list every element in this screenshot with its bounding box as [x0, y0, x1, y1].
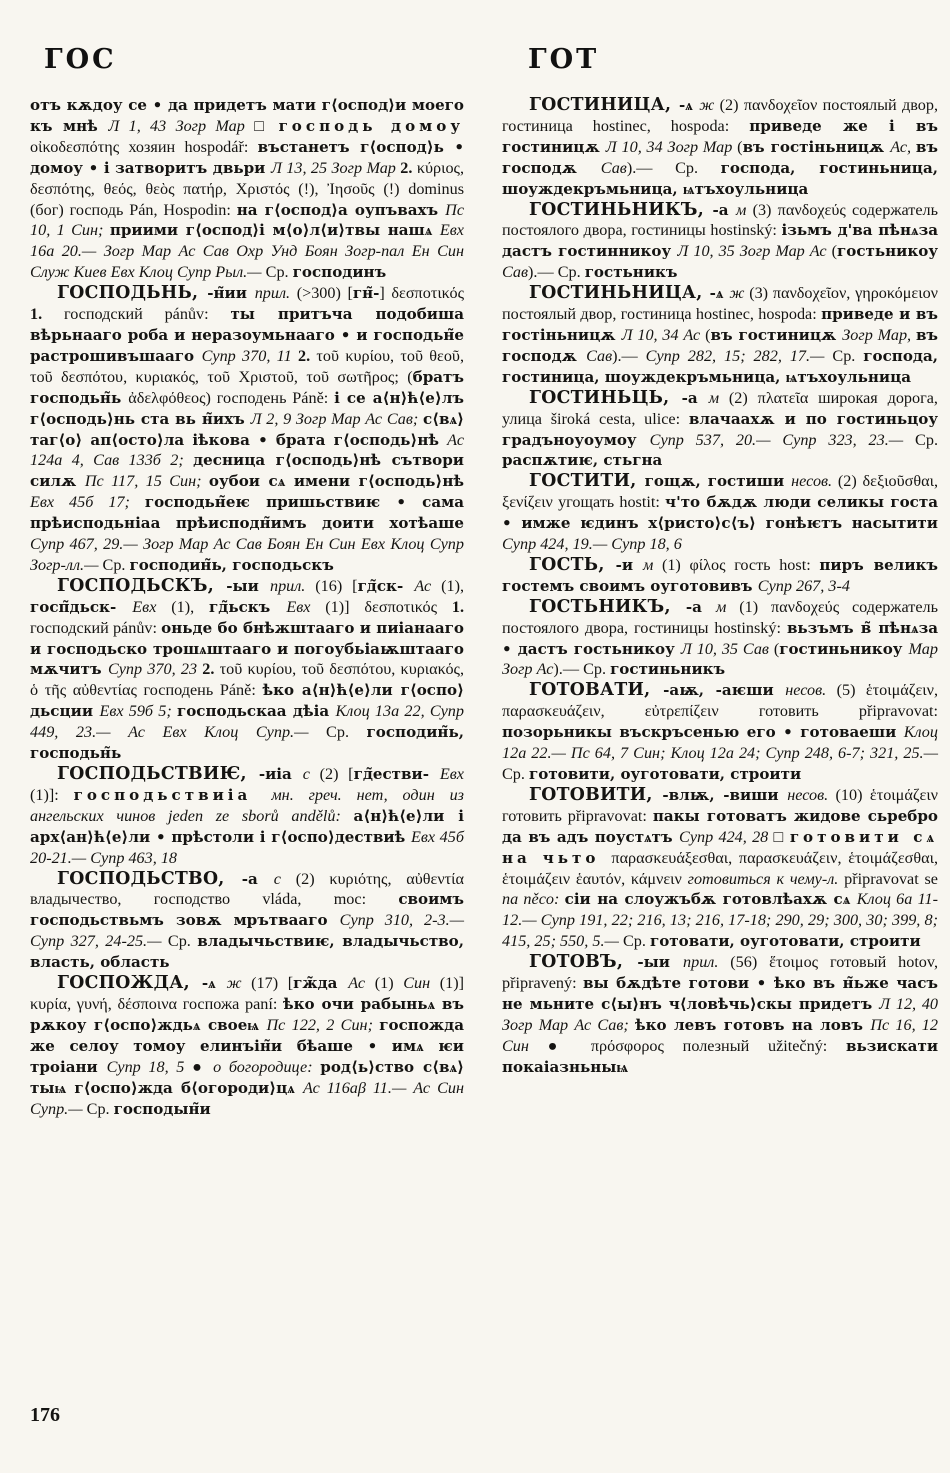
ocs-quote: распѫтиѥ, стьгна	[502, 451, 663, 470]
source-reference: Л 1, 43 Зогр Мар	[108, 116, 255, 135]
source-reference: Супр 370, 23	[107, 660, 203, 679]
sense-number: 2.	[400, 158, 417, 177]
entry-gospodьnь	[30, 283, 464, 576]
gloss-text: Ср.	[915, 430, 938, 449]
spaced-ocs-term: господь домоу	[278, 116, 464, 135]
gloss-text: содержатель постоялого двора, гостиницы hostinský:	[502, 597, 938, 637]
ocs-quote: -и	[615, 555, 643, 574]
ocs-quote: ѣко очи рабыньѧ въ рѫкоу г⟨оспо⟩ждьѧ своеѩ	[30, 994, 464, 1034]
gloss-text: (1)]	[325, 597, 365, 616]
ocs-quote: -а	[685, 597, 717, 616]
ocs-quote: і се а⟨н⟩ћ⟨е⟩лъ г⟨осподь⟩нь ста вь н̃ихъ	[30, 388, 464, 428]
source-reference: Ас,	[890, 137, 916, 156]
guide-word-left: ГОС	[44, 44, 117, 75]
greek-gloss: δεξιοῦσθαι, ξενίζειν	[502, 472, 939, 512]
ocs-quote: -ѧ	[678, 96, 700, 114]
source-reference: Супр 370, 11	[201, 346, 298, 365]
source-reference: Сав	[502, 263, 529, 282]
source-reference: Евх 16а 20.— Зогр Мар Ас Сав Охр Унд Боян Зогр-пал Ен Син Служ Киев Евх Клоц Супр Рыл.—	[30, 221, 464, 282]
ocs-quote: десница г⟨осподь⟩нѣ сътвори силѫ	[30, 451, 464, 491]
source-reference: Мар Зогр Ас	[502, 639, 938, 679]
gloss-text: (3)	[752, 200, 778, 219]
source-reference: Пс 117, 15 Син;	[84, 472, 209, 491]
source-reference: Л 10, 34 Ас	[621, 325, 706, 344]
source-reference: Супр 18, 5	[106, 1057, 193, 1076]
source-reference: прил.	[254, 284, 297, 303]
source-reference: Л 10, 34 Зогр Мар	[605, 137, 738, 156]
headword: ГОТОВИТИ,	[529, 784, 663, 805]
ocs-quote: готовити, оуготовати, строити	[529, 765, 802, 783]
gloss-text: ).— Ср.	[626, 158, 721, 177]
headword: ГОСПОДЬСКЪ,	[57, 575, 227, 596]
ocs-quote: гостиньникоу	[779, 639, 909, 658]
gloss-text: Ср.	[102, 555, 130, 574]
entry-gospodьstvo	[30, 869, 464, 974]
ocs-quote: гж̃да	[293, 974, 349, 993]
greek-gloss: ἑτοιμάζειν, παρασκευάζειν, εὐτρεπίζειν	[502, 681, 938, 721]
gloss-text: (1)	[739, 597, 771, 616]
ocs-quote: пиръ великъ гостемъ своимъ оуготовивъ	[502, 555, 939, 595]
gloss-text: □	[773, 827, 790, 846]
gloss-text: (17) [	[251, 974, 294, 993]
left-column	[30, 0, 464, 1119]
source-reference: м	[716, 597, 740, 616]
ocs-quote: братъ господьн̃ь	[30, 367, 464, 407]
greek-gloss: παρασκευάξεσθαι, παρασκευάζειν, ἑτοιμάζεσθαι, ἑτοιμάζειν ἑαυτόν, κάμνειν	[502, 848, 938, 888]
ocs-quote: госпожда же селоу томоу елинъін̃и бѣаше • имѧ ѥи троіани	[30, 1015, 464, 1076]
greek-gloss: πανδοχεύς	[777, 200, 852, 219]
greek-gloss: τοῦ κυρίου, τοῦ δεσπότου, κυριακός, ὁ τῆς αὐθεντίας	[30, 660, 464, 700]
ocs-quote: род⟨ь⟩ство с⟨вѧ⟩тыѩ г⟨оспо⟩жда б⟨огороди⟩цѧ	[30, 1057, 464, 1097]
gloss-text: угощать hostit:	[558, 493, 666, 512]
source-reference: ж	[699, 96, 720, 114]
gloss-text: ]	[379, 284, 392, 303]
entry-gostinьcь	[502, 388, 938, 472]
ocs-quote: въ гостіньницѫ	[742, 137, 891, 156]
gloss-text: (10)	[835, 785, 870, 804]
gloss-text: (16) [	[315, 576, 358, 595]
ocs-quote: гостьникоу	[837, 242, 938, 261]
ocs-quote: приведе и въ гостіньницѫ	[502, 305, 939, 344]
ocs-quote: гощѫ, гостиши	[644, 472, 792, 491]
gloss-text: Ср.	[832, 346, 864, 365]
source-reference: Супр 424, 19.— Супр 18, 6	[502, 535, 682, 554]
ocs-quote: позорьникы въскръсенью его • готоваеши	[502, 723, 904, 742]
ocs-quote: приими г⟨оспод⟩і м⟨о⟩л⟨и⟩твы нашѧ	[109, 221, 440, 240]
source-reference: м	[642, 555, 662, 574]
gloss-text: гость host:	[734, 555, 820, 574]
source-reference: ж	[729, 284, 750, 303]
ocs-quote: господин̃ь, господьскъ	[129, 555, 334, 574]
source-reference: Супр 467, 29.— Зогр Мар Ас Сав Боян Ен Син Евх Клоц Супр Зогр-лл.—	[30, 535, 464, 574]
right-column-text	[502, 95, 938, 1078]
headword: ГОТОВАТИ,	[529, 680, 664, 701]
greek-gloss: φίλος	[689, 555, 735, 574]
source-reference: с	[273, 869, 296, 888]
greek-gloss: πανδοχεῖον, γηροκόμειον	[772, 284, 939, 303]
source-reference: Евх 59б 5;	[99, 702, 177, 721]
ocs-quote: въ господѫ	[502, 325, 939, 365]
source-reference: с	[302, 765, 320, 783]
ocs-quote: вьзискати покаіазньныѩ	[502, 1036, 939, 1076]
source-reference: прил.	[269, 576, 316, 595]
marker-symbol: ●	[192, 1057, 214, 1076]
ocs-quote: -а	[712, 200, 737, 219]
sense-number: 2.	[202, 660, 220, 679]
source-reference: Ас 116аβ 11.— Ас Син Супр.—	[30, 1078, 464, 1118]
entry-gostь	[502, 555, 938, 597]
headword: ГОСТЬ,	[529, 554, 616, 575]
source-reference: Сав	[600, 158, 627, 177]
greek-gloss: ἕτοιμος	[769, 953, 830, 972]
ocs-quote: с⟨вѧ⟩таг⟨о⟩ ап⟨осто⟩ла іѣкова • брата г⟨осподь⟩нѣ	[30, 409, 464, 449]
greek-gloss: ἀδελφόθεος	[128, 388, 206, 407]
gloss-text: (	[737, 137, 743, 156]
ocs-quote: господа, гостиница, шоуждекръмьница, ѩтъхоульница	[502, 346, 938, 386]
entry-gostinьnikъ	[502, 200, 938, 284]
ocs-quote: въ гостиницѫ	[710, 325, 843, 344]
gloss-text: (	[407, 367, 413, 386]
gloss-text: господский pánův:	[63, 305, 231, 324]
gloss-text: полезный užitečný:	[682, 1036, 847, 1055]
gloss-text: (2)	[728, 388, 758, 407]
gloss-text: (5)	[836, 681, 866, 700]
gloss-text: ).—	[612, 346, 646, 365]
ocs-quote: -влѭ, -виши	[662, 785, 788, 804]
entry-gospodьskъ	[30, 576, 464, 764]
ocs-quote: владычьствиѥ, владычьство, власть, область	[30, 932, 464, 972]
source-reference: Л 10, 35 Сав	[680, 639, 774, 658]
headword: ГОСТИНЬНИЦА,	[529, 283, 710, 304]
ocs-quote: своимъ господьствьмъ зовѫ мрътвааго	[30, 890, 464, 930]
source-reference: прил.	[683, 953, 731, 972]
source-reference: ж	[226, 974, 252, 993]
greek-gloss: κύριος, δεσπότης, θεός, θεὸς πατήρ, Χριστός (!), Ἰησοῦς (!)	[30, 158, 464, 198]
entry-gotoviti	[502, 785, 938, 952]
headword: ГОСПОДЬСТВО,	[57, 868, 242, 889]
ocs-quote: отъ кѫдоу се • да придетъ мати г⟨оспод⟩и моего къ мнѣ	[30, 96, 464, 135]
headword: ГОСТИНЬЦЬ,	[529, 387, 682, 408]
ocs-quote: -ѧ	[709, 284, 730, 303]
ocs-quote: господьн̃еѥ пришьствиѥ • сама прѣисподьніаа прѣисподн̃имъ доити хотѣаше	[30, 493, 464, 533]
source-reference: Л 2, 9 Зогр Мар Ас Сав;	[250, 409, 423, 428]
gloss-text: (	[831, 242, 837, 261]
source-reference: Евх 45б 20-21.— Супр 463, 18	[30, 827, 464, 867]
ocs-quote: пакы готоватъ жидове сьребро да въ адъ поустѧтъ	[502, 806, 938, 846]
ocs-quote: а⟨н⟩ћ⟨е⟩ли і арх⟨ан⟩ћ⟨е⟩ли • прѣстоли і г⟨оспо⟩дествиѣ	[30, 806, 464, 846]
page-number: 176	[30, 1404, 60, 1426]
gloss-text: Ср.	[167, 932, 198, 951]
headword: ГОСТИНИЦА,	[529, 95, 679, 115]
source-reference: несов.	[787, 785, 836, 804]
source-reference: несов.	[791, 472, 838, 491]
source-reference: Л 12, 40 Зогр Мар Ас Сав;	[502, 994, 939, 1034]
source-reference: Евх	[132, 597, 172, 616]
entry-gotovati	[502, 680, 938, 785]
ocs-quote: -ѧ	[201, 974, 227, 993]
marker-symbol: ●	[547, 1036, 591, 1055]
gloss-text: (2)	[837, 472, 863, 491]
gloss-text: (	[773, 639, 780, 658]
ocs-quote: -ыи	[226, 576, 270, 595]
ocs-quote: господын̃и	[113, 1099, 211, 1118]
gloss-text: ).— Ср.	[553, 660, 611, 679]
source-reference: Ас	[348, 974, 375, 993]
gloss-text: постоялый двор, гостиница hostinec, hospoda:	[502, 305, 822, 324]
gloss-text: господень Páně:	[143, 681, 263, 700]
gloss-text: широкая дорога, улица široká cesta, ulice:	[502, 388, 938, 428]
greek-gloss: πρόσφορος	[590, 1036, 683, 1055]
source-reference: Клоц 13а 22, Супр 449, 23.— Ас Евх Клоц Супр.—	[30, 702, 464, 742]
gloss-text: Ср.	[86, 1099, 114, 1118]
ocs-quote: гд̃ьскъ	[209, 597, 287, 616]
gloss-text: (2) [	[319, 765, 354, 783]
source-reference: Евх	[286, 597, 326, 616]
ocs-quote: -а	[241, 869, 274, 888]
gloss-text: (1),	[171, 597, 210, 616]
ocs-quote: господинъ	[292, 263, 387, 282]
gloss-text: владычество, господство vláda, moc:	[30, 890, 399, 909]
gloss-text: Ср.	[622, 932, 650, 951]
gloss-text: готовить připravovat:	[758, 702, 938, 721]
ocs-quote: сіи на слоужъбѫ готовлѣахѫ сѧ	[564, 890, 857, 909]
greek-gloss: ἑτοιμάζειν	[869, 785, 938, 804]
source-reference: Супр 424, 28	[679, 827, 774, 846]
source-reference: Син	[403, 974, 440, 993]
ocs-quote: приведе же і въ гостиницѫ	[502, 116, 938, 156]
gloss-text: готовый hotov, připravený:	[502, 953, 938, 993]
greek-gloss: οἰκοδεσπότης	[30, 137, 129, 156]
gloss-text: (2)	[719, 96, 744, 114]
ocs-quote: влачаахѫ и по гостиньцоу градъноуоумоу	[502, 409, 939, 449]
entry-gospodь-continuation	[30, 95, 464, 283]
ocs-quote: ізьмъ д'ва пѣнѧза дастъ гостинникоу	[502, 221, 938, 261]
headword: ГОТОВЪ,	[529, 952, 638, 973]
gloss-text: (2)	[295, 869, 330, 888]
entry-gostьnikъ	[502, 597, 938, 681]
gloss-text: (1),	[441, 576, 465, 595]
entry-gospožda	[30, 973, 464, 1119]
source-reference: готовиться к чему-л.	[687, 869, 845, 888]
ocs-quote: гостиньникъ	[610, 660, 726, 679]
source-reference: о богородице:	[213, 1057, 321, 1076]
gloss-text: Ср.	[265, 263, 293, 282]
entry-gotovъ	[502, 952, 938, 1077]
source-reference: Евх	[439, 765, 464, 783]
source-reference: несов.	[785, 681, 837, 700]
ocs-quote: господа, гостиньница, шоуждекръмьница, ѩтъхоульница	[502, 158, 938, 198]
gloss-text: připravovat se	[844, 869, 938, 888]
gloss-text: (1)	[374, 974, 404, 993]
ocs-quote: ѣко левъ готовъ на ловъ	[635, 1015, 871, 1034]
ocs-quote: гостьникъ	[584, 263, 678, 282]
ocs-quote: вы бѫдѣте готови • ѣко въ н̃ьже часъ не мьните с⟨ы⟩нъ ч⟨ловѣчь⟩скы придетъ	[502, 974, 938, 1013]
greek-gloss: τοῦ κυρίου, τοῦ θεοῦ, τοῦ δεσπότου, κυριακός, τοῦ Χριστοῦ, τοῦ σωτῆρος;	[30, 346, 464, 386]
gloss-text: □	[254, 116, 279, 135]
gloss-text: (>300) [	[296, 284, 353, 303]
ocs-quote: -а	[681, 388, 709, 407]
ocs-quote: ѣко а⟨н⟩ћ⟨е⟩ли г⟨оспо⟩дьсции	[30, 681, 465, 721]
gloss-text: Ср.	[502, 765, 529, 783]
entry-gostinica	[502, 95, 938, 200]
greek-gloss: πανδοχεύς	[771, 597, 852, 616]
gloss-text: Ср.	[326, 723, 367, 742]
headword: ГОСТИНЬНИКЪ,	[529, 199, 713, 220]
sense-number: 1.	[451, 597, 465, 616]
source-reference: na něco:	[502, 890, 565, 909]
ocs-quote: оньде бо бнѣжштааго и пиіанааго и господьско трошѧштааго и погоубьіаѭштааго мѫчитъ	[30, 618, 464, 679]
gloss-text: хозяин hospodář:	[128, 137, 258, 156]
headword: ГОСТЬНИКЪ,	[529, 596, 686, 617]
entry-gospodьstvije	[30, 764, 464, 869]
right-column	[502, 0, 938, 1078]
spaced-ocs-term: готовити сѧ на чьто	[502, 827, 938, 867]
gloss-text: ) господень Páně:	[205, 388, 335, 407]
ocs-quote: въстанетъ г⟨оспод⟩ь • домоу • і затворитъ двьри	[30, 137, 464, 177]
source-reference: Супр 537, 20.— Супр 323, 23.—	[649, 430, 916, 449]
gloss-text: (1)	[661, 555, 690, 574]
entry-gostinьnica	[502, 283, 938, 388]
source-reference: Супр 310, 2-3.— Супр 327, 24-25.—	[30, 911, 465, 951]
guide-word-right: ГОТ	[528, 44, 600, 75]
source-reference: Пс 16, 12 Син	[502, 1015, 938, 1055]
greek-gloss: δεσποτικός	[391, 284, 464, 303]
gloss-text: (3)	[749, 284, 773, 303]
source-reference: Зогр Мар,	[842, 325, 916, 344]
headword: ГОСПОДЬНЬ,	[57, 283, 208, 304]
source-reference: Л 10, 35 Зогр Мар Ас	[677, 242, 832, 261]
spaced-ocs-term: господьствиіа	[73, 785, 272, 804]
source-reference: мн. греч. нет, один из ангельских чинов jeden ze sborů andělů:	[30, 785, 464, 825]
source-reference: Ас	[414, 576, 442, 595]
greek-gloss: δεσποτικός	[364, 597, 452, 616]
source-reference: Супр 267, 3-4	[757, 576, 850, 595]
gloss-text: (1)]:	[30, 785, 74, 804]
gloss-text: готовить připravovat:	[502, 806, 653, 825]
gloss-text: госпожа paní:	[182, 994, 284, 1013]
source-reference: Сав	[586, 346, 613, 365]
source-reference: Супр 282, 15; 282, 17.—	[645, 346, 833, 365]
ocs-quote: господин̃ь, господьн̃ь	[30, 723, 464, 763]
source-reference: м	[708, 388, 729, 407]
ocs-quote: -аѭ, -аѥши	[663, 681, 786, 700]
gloss-text: (	[705, 325, 711, 344]
ocs-quote: ты притъча подобиша вѣрьнааго роба и неразоумьнааго • и господьн̃е растрошивъшааго	[30, 305, 464, 365]
sense-number: 2.	[297, 346, 317, 365]
source-reference: Ас 124а 4, Сав 133б 2;	[30, 430, 464, 470]
gloss-text: постоялый двор, гостиница hostinec, hospoda:	[502, 96, 938, 135]
headword: ГОСТИТИ,	[529, 471, 645, 492]
ocs-quote: -н̃ии	[207, 284, 255, 303]
ocs-quote: господьскаа дѣіа	[176, 702, 336, 721]
greek-gloss: κυρία, γυνή, δέσποινα	[30, 994, 183, 1013]
ocs-quote: ч'то бѫдѫ люди селикы госта • имже ѥдинъ х⟨ристо⟩с⟨ъ⟩ гонѣѥтъ насытити	[502, 493, 938, 533]
source-reference: Пс 122, 2 Син;	[266, 1015, 380, 1034]
entry-gostiti	[502, 471, 938, 555]
gloss-text: ).— Ср.	[528, 263, 585, 282]
ocs-quote: -ыи	[637, 953, 684, 972]
ocs-quote: вьзъмъ в̃ пѣнѧза • дастъ гостьникоу	[502, 618, 938, 658]
gloss-text: dominus (бог) господь Pán, Hospodin:	[30, 179, 464, 219]
ocs-quote: на г⟨оспод⟩а оупъвахъ	[236, 200, 446, 219]
source-reference: Клоц 12а 22.— Пс 64, 7 Син; Клоц 12а 24; Супр 248, 6-7; 321, 25.—	[502, 723, 938, 763]
ocs-quote: готовати, оуготовати, строити	[649, 932, 921, 951]
ocs-quote: -иіа	[258, 765, 303, 783]
greek-gloss: πανδοχεῖον	[743, 96, 823, 114]
ocs-quote: госп̃дьск-	[30, 597, 133, 616]
gloss-text: (1)]	[439, 974, 465, 993]
source-reference: Клоц 6а 11-12.— Супр 191, 22; 216, 13; 216, 17-18; 290, 29; 300, 30; 399, 8; 415, 25; 550, 5.—	[502, 890, 938, 951]
source-reference: Пс 10, 1 Син;	[30, 200, 464, 240]
ocs-quote: въ господѫ	[502, 137, 938, 177]
source-reference: Л 13, 25 Зогр Мар	[270, 158, 401, 177]
ocs-quote: гд̃естви-	[353, 765, 440, 783]
greek-gloss: κυριότης, αὐθεντία	[329, 869, 465, 888]
gloss-text: содержатель постоялого двора, гостиницы hostinský:	[502, 200, 938, 240]
left-column-text	[30, 95, 464, 1119]
ocs-quote: гн̃-	[352, 284, 380, 303]
gloss-text: (56)	[730, 953, 770, 972]
source-reference: м	[736, 200, 753, 219]
headword: ГОСПОЖДА,	[57, 973, 202, 994]
source-reference: Евх 45б 17;	[30, 493, 145, 512]
headword: ГОСПОДЬСТВИѤ,	[57, 764, 259, 784]
ocs-quote: гд̃ск-	[357, 576, 415, 595]
sense-number: 1.	[30, 305, 64, 324]
ocs-quote: оубои сѧ имени г⟨осподь⟩нѣ	[208, 472, 464, 491]
greek-gloss: πλατεῖα	[757, 388, 819, 407]
gloss-text: господский pánův:	[30, 618, 162, 637]
